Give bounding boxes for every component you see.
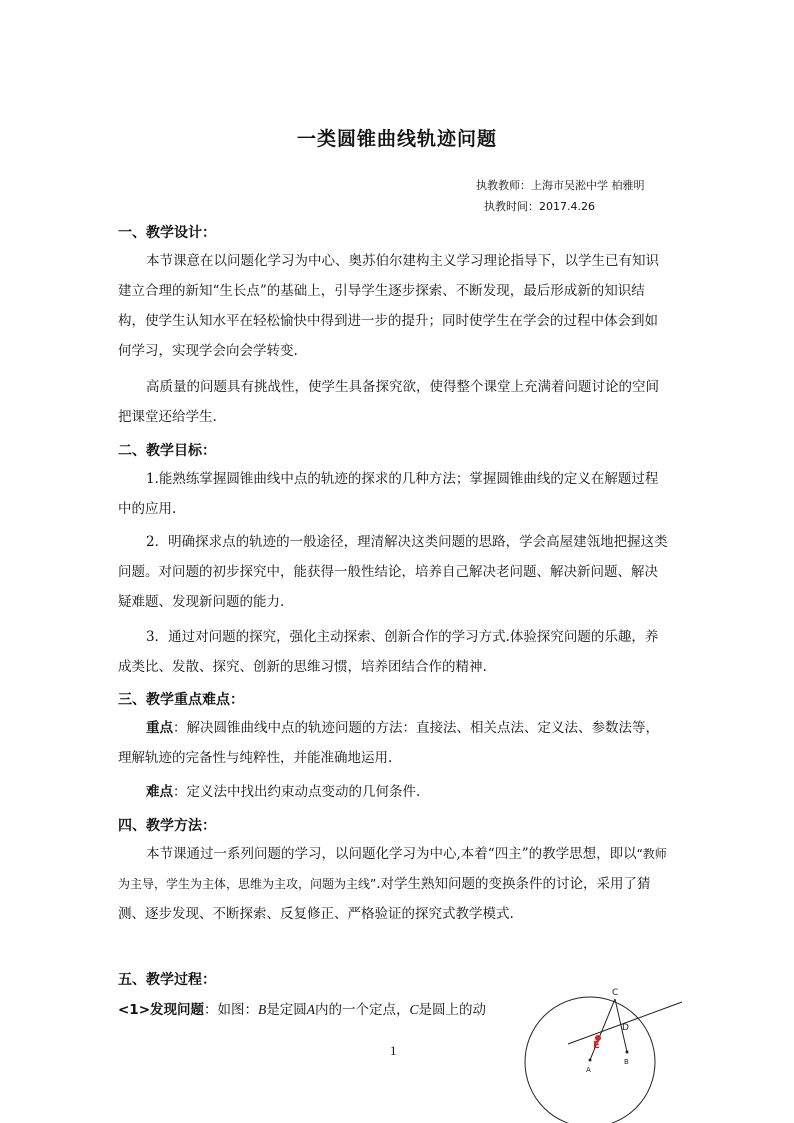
label-d: D xyxy=(622,1023,629,1033)
teacher-line: 执教教师：上海市吴淞中学 柏雅明 xyxy=(476,179,645,192)
label-b: B xyxy=(624,1058,629,1066)
section-heading-design: 一、教学设计： xyxy=(118,225,216,241)
point-a xyxy=(589,1059,592,1062)
page-title: 一类圆锥曲线轨迹问题 xyxy=(296,128,497,150)
point-b xyxy=(626,1051,629,1054)
label-a: A xyxy=(586,1066,591,1074)
label-c: C xyxy=(612,988,619,998)
section-heading-goals: 二、教学目标： xyxy=(118,443,216,459)
paragraph: 本节课通过一系列问题的学习，以问题化学习为中心,本着“四主”的教学思想，即以“教师为主导，学生为主体，思维为主攻，问题为主线”.对学生熟知问题的变换条件的讨论，采用了猜测、逐步发现、不断探索、反复修正、严格验证的探究式教学模式. xyxy=(118,846,667,922)
time-line: 执教时间：2017.4.26 xyxy=(484,200,595,213)
paragraph: 3．通过对问题的探究，强化主动探索、创新合作的学习方式.体验探究问题的乐趣，养成类比、发散、探究、创新的思维习惯，培养团结合作的精神. xyxy=(118,629,659,675)
section-heading-methods: 四、教学方法： xyxy=(118,818,216,834)
paragraph: 高质量的问题具有挑战性，使学生具备探究欲，使得整个课堂上充满着问题讨论的空间把课堂还给学生. xyxy=(118,379,659,425)
label-e: E xyxy=(593,1040,600,1051)
page-number: 1 xyxy=(390,1043,397,1058)
paragraph: 2．明确探求点的轨迹的一般途径，理清解决这类问题的思路，学会高屋建瓴地把握这类问题。对问题的初步探究中，能获得一般性结论，培养自己解决老问题、解决新问题、解决疑难题、发现新问题的能力. xyxy=(118,534,668,610)
paragraph: 难点：定义法中找出约束动点变动的几何条件. xyxy=(146,784,421,800)
section-heading-key-points: 三、教学重点难点： xyxy=(118,692,244,708)
paragraph: <1>发现问题：如图：B是定圆A内的一个定点，C是圆上的动 xyxy=(118,1002,487,1018)
paragraph: 1.能熟练掌握圆锥曲线中点的轨迹的探求的几种方法；掌握圆锥曲线的定义在解题过程中的应用. xyxy=(118,471,659,517)
paragraph: 重点：解决圆锥曲线中点的轨迹问题的方法：直接法、相关点法、定义法、参数法等，理解轨迹的完备性与纯粹性，并能准确地运用. xyxy=(118,720,659,766)
paragraph: 本节课意在以问题化学习为中心、奥苏伯尔建构主义学习理论指导下，以学生已有知识建立合理的新知“生长点”的基础上，引导学生逐步探索、不断发现，最后形成新的知识结构，使学生认知水平在轻松愉快中得到进一步的提升；同时使学生在学会的过程中体会到如何学习，实现学会向会学转变. xyxy=(118,253,659,359)
section-heading-process: 五、教学过程： xyxy=(118,972,216,988)
geometry-figure xyxy=(520,982,690,1123)
